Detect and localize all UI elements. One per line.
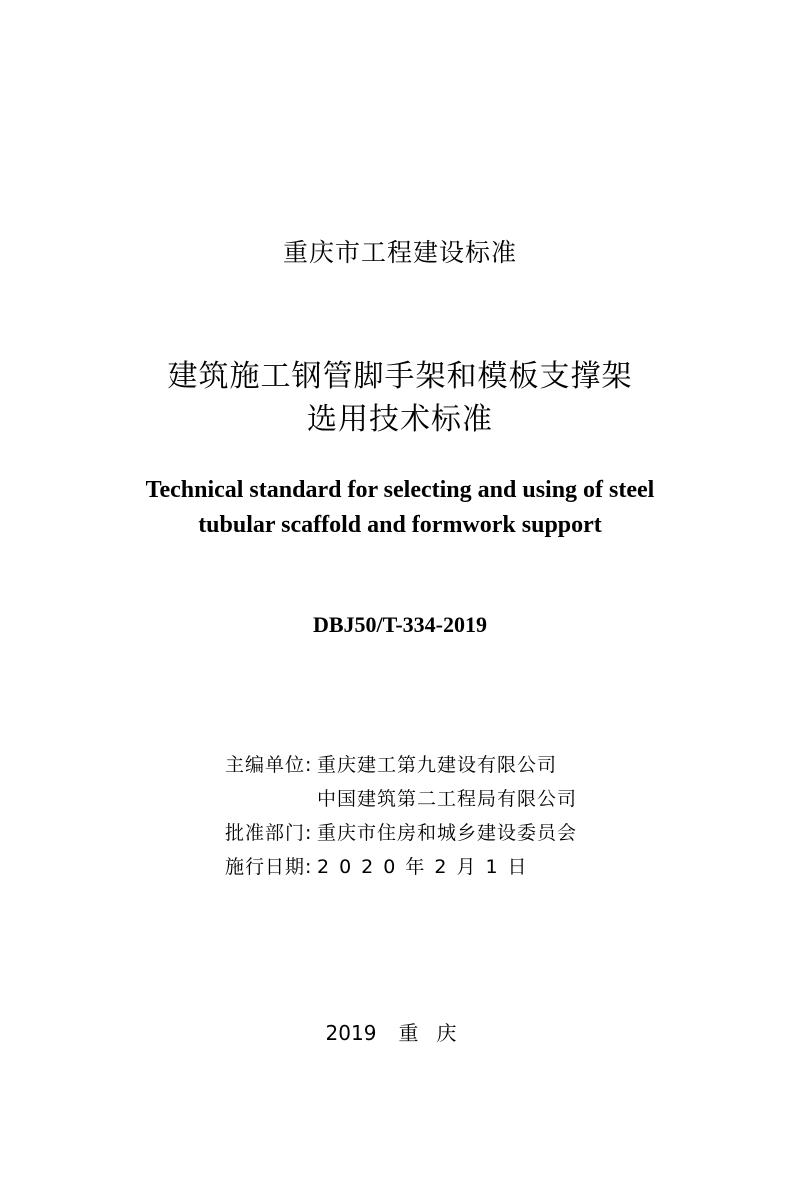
editor-label-spacer — [225, 782, 317, 816]
title-cn-line1: 建筑施工钢管脚手架和模板支撑架 — [167, 359, 633, 394]
approval-row — [225, 816, 577, 850]
standard-code: DBJ50/T-334-2019 — [313, 612, 487, 637]
editor-label: 主编单位: — [225, 754, 313, 776]
date-row — [225, 850, 577, 884]
approval-value: 重庆市住房和城乡建设委员会 — [317, 822, 578, 844]
footer-year: 2019 — [325, 1021, 377, 1045]
title-en-line2: tubular scaffold and formwork support — [198, 512, 602, 538]
editor-1: 重庆建工第九建设有限公司 — [317, 754, 558, 776]
editor-row-2 — [225, 782, 577, 816]
editor-2: 中国建筑第二工程局有限公司 — [317, 788, 578, 810]
title-cn-line2: 选用技术标准 — [307, 402, 493, 437]
editor-row — [225, 748, 577, 782]
approval-label: 批准部门: — [225, 822, 313, 844]
footer-city: 重庆 — [398, 1021, 475, 1045]
publication-info — [225, 748, 577, 884]
series-title: 重庆市工程建设标准 — [282, 238, 517, 267]
date-value: 2020年2月1日 — [317, 856, 537, 878]
footer — [0, 1017, 800, 1049]
title-en-line1: Technical standard for selecting and using of steel — [145, 477, 655, 503]
date-label: 施行日期: — [225, 856, 313, 878]
